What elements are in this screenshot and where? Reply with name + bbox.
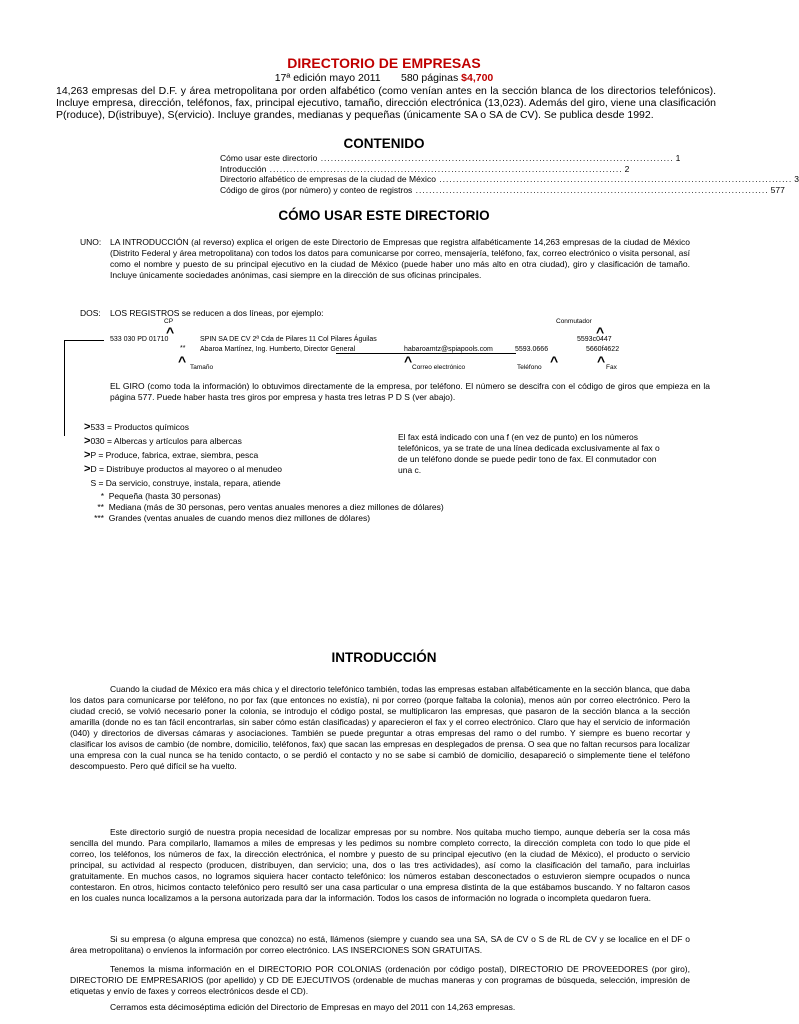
bracket-line xyxy=(64,340,65,436)
edition-line xyxy=(0,72,768,84)
telefono-label: Teléfono xyxy=(517,364,542,371)
code-item: >533 = Productos químicos xyxy=(84,421,189,433)
table-of-contents xyxy=(220,153,799,195)
intro-paragraph-3: Si su empresa (o alguna empresa que conozca) no está, llámenos (siempre y cuando sea una SA, SA de CV o S de RL de CV y se localice en el DF o área metropolitana) o envíenos la información por correo electrónico. LAS INSERCIONES SON GRATUITAS. xyxy=(70,934,690,955)
dos-label: DOS: xyxy=(80,308,101,318)
intro-paragraph-4: Tenemos la misma información en el DIRECTORIO POR COLONIAS (ordenación por código postal), DIRECTORIO DE PROVEEDORES (por giro), DIRECTORIO DE EMPRESARIOS (por apellido) y CD DE EJECUTIVOS (ordenable de muchas maneras y con programas de búsqueda, selección, impresión de etiquetas y envío de faxes y correos electrónicos desde el CD). xyxy=(70,964,690,996)
correo-label: Correo electrónico xyxy=(412,364,466,371)
toc-item: Código de giros (por número) y conteo de registros ......................................................................................................... 577 xyxy=(220,184,785,195)
intro-paragraph-1: Cuando la ciudad de México era más chica y el directorio telefónico también, todas las empresas estaban alfabéticamente en la sección blanca, que daba los datos para comunicarse por teléfono, no por fax (que entonces no existía), ni por correo (porque faltaba la colonia), menos aún por correo electrónico. Pero la ciudad creció, se volvió necesario poner la colonia, se introdujo el código postal, se multiplicaron las empresas, que pasaron de la sección blanca a la sección amarilla (donde no es tan fácil encontrarlas, sin saber cómo están clasificadas) y aparecieron el fax y el correo electrónico. Claro que hay el servicio de información (040) y directorios de diversas cámaras y asociaciones. También se puede preguntar a otras empresas del ramo o del rumbo. Y siempre es bueno recortar y clasificar los avisos de cambio (de nombre, domicilio, teléfonos, fax) que sacan las empresas en desplegados de prensa. O sea que no faltan recursos para localizar una empresa con la cual nunca se ha tenido contacto, o se perdió el contacto y no se sabe si cambió de domicilio, desapareció o simplemente tiene el teléfono descompuesto. Pero qué difícil se ha vuelto. xyxy=(70,684,690,771)
cp-label: CP xyxy=(164,318,174,325)
toc-item: Cómo usar este directorio ......................................................................................................... 1 xyxy=(220,153,681,163)
uno-paragraph: LA INTRODUCCIÓN (al reverso) explica el origen de este Directorio de Empresas que registra alfabéticamente 14,263 empresas de la ciudad de México (Distrito Federal y área metropolitana) con todos los datos para comunicarse por correo, mensajería, teléfono, fax, correo electrónico o visita personal, así como el nombre y puesto de su principal ejecutivo en la ciudad de México (puede haber uno más alto en otra ciudad), giro y clasificación de tamaño. Incluye únicamente sociedades anónimas, casi siempre en la dirección de sus oficinas principales. xyxy=(110,237,690,280)
record-stars: ** xyxy=(180,345,186,352)
record-executive: Abaroa Martínez, Ing. Humberto, Director General xyxy=(200,346,356,353)
record-underline xyxy=(336,353,516,354)
description-paragraph: 14,263 empresas del D.F. y área metropolitana por orden alfabético (como venían antes en la sección blanca de los directorios telefónicos). Incluye empresa, dirección, teléfonos, fax, principal ejecutivo, tamaño, dirección electrónica (13,023). Además del giro, viene una clasificación P(roduce), D(istribuye), S(ervicio). Incluye grandes, medianas y pequeñas (únicamente SA o SA de CV). Se publica desde 1992. xyxy=(56,85,716,121)
dos-paragraph: LOS REGISTROS se reducen a dos líneas, por ejemplo: xyxy=(110,308,324,318)
code-item: S = Da servicio, construye, instala, repara, atiende xyxy=(90,478,281,488)
size-legend xyxy=(78,491,578,524)
code-legend xyxy=(84,420,384,490)
size-item: *** Grandes (ventas anuales de cuando menos diez millones de dólares) xyxy=(94,513,371,523)
cp-caret: ^ xyxy=(166,324,175,340)
tamano-caret: ^ xyxy=(178,353,187,369)
record-conmutador: 5593c0447 xyxy=(577,336,612,343)
code-item: >D = Distribuye productos al mayoreo o al menudeo xyxy=(84,463,283,475)
correo-caret: ^ xyxy=(404,353,413,369)
fax-label: Fax xyxy=(606,364,617,371)
record-fax: 5660f4622 xyxy=(586,346,620,353)
bracket-top xyxy=(64,340,104,341)
fax-caret: ^ xyxy=(597,353,606,369)
how-to-heading: CÓMO USAR ESTE DIRECTORIO xyxy=(278,208,490,223)
introduction-heading: INTRODUCCIÓN xyxy=(331,650,437,665)
toc-item: Directorio alfabético de empresas de la ciudad de México ......................................................................................................... 3 xyxy=(220,174,799,184)
record-phone: 5593.0666 xyxy=(515,346,549,353)
code-item: >P = Produce, fabrica, extrae, siembra, pesca xyxy=(84,449,259,461)
conmutador-label: Conmutador xyxy=(556,318,592,325)
intro-paragraph-2: Este directorio surgió de nuestra propia necesidad de localizar empresas por su nombre. Nos quitaba mucho tiempo, aunque debería ser la cosa más sencilla del mundo. Para compilarlo, llamamos a miles de empresas y les pedimos su nombre completo correcto, la dirección completa con todo lo que pide el correo, los teléfonos, los números de fax, la dirección electrónica, el nombre y puesto de su principal ejecutivo (en la ciudad de México), el producto o servicio principal, su actividad al respecto (producen, distribuyen, dan servicio; una, dos o las tres actividades), así como la clasificación del tamaño, para incluirlas gratuitamente. En muchos casos, no logramos siquiera hacer contacto telefónico: los números estaban desconectados o estuvieron siempre ocupados o nunca contestaron. En otros, hicimos contacto telefónico pero resultó ser una casa particular o una empresa distinta de la que estábamos buscando. Y no faltaron casos en los cuales nunca localizamos a la persona autorizada para dar la información. Todos los casos de información no lograda o incompleta quedaron fuera. xyxy=(70,827,690,903)
page-title: DIRECTORIO DE EMPRESAS xyxy=(287,55,481,71)
page-count: 580 páginas xyxy=(401,72,459,84)
fax-note: El fax está indicado con una f (en vez de punto) en los números telefónicos, ya se trate de una línea dedicada exclusivamente al fax o de un teléfono donde se puede pedir tono de fax. El conmutador con una c. xyxy=(398,432,660,475)
intro-paragraph-5: Cerramos esta décimoséptima edición del Directorio de Empresas en mayo del 2011 con 14,263 empresas. xyxy=(110,1002,516,1012)
uno-label: UNO: xyxy=(80,237,102,247)
record-company: SPIN SA DE CV 2ª Cda de Pilares 11 Col Pilares Águilas xyxy=(200,336,377,343)
code-item: >030 = Albercas y artículos para albercas xyxy=(84,435,242,447)
tamano-label: Tamaño xyxy=(190,364,214,371)
telefono-caret: ^ xyxy=(550,353,559,369)
record-email: habaroamtz@spiapools.com xyxy=(404,346,493,353)
conmutador-caret: ^ xyxy=(596,324,605,340)
edition-date: 17ª edición mayo 2011 xyxy=(274,72,381,84)
size-item: * Pequeña (hasta 30 personas) xyxy=(100,491,221,501)
record-codes: 533 030 PD 01710 xyxy=(110,336,169,343)
price: $4,700 xyxy=(461,72,494,84)
contents-heading: CONTENIDO xyxy=(343,136,425,151)
giro-paragraph: EL GIRO (como toda la información) lo obtuvimos directamente de la empresa, por teléfono. El número se descifra con el código de giros que empieza en la página 577. Puede haber hasta tres giros por empresa y hasta tres letras P D S (ver abajo). xyxy=(110,381,710,402)
toc-item: Introducción ......................................................................................................... 2 xyxy=(220,163,630,174)
size-item: ** Mediana (más de 30 personas, pero ventas anuales menores a diez millones de dólares) xyxy=(97,502,444,512)
